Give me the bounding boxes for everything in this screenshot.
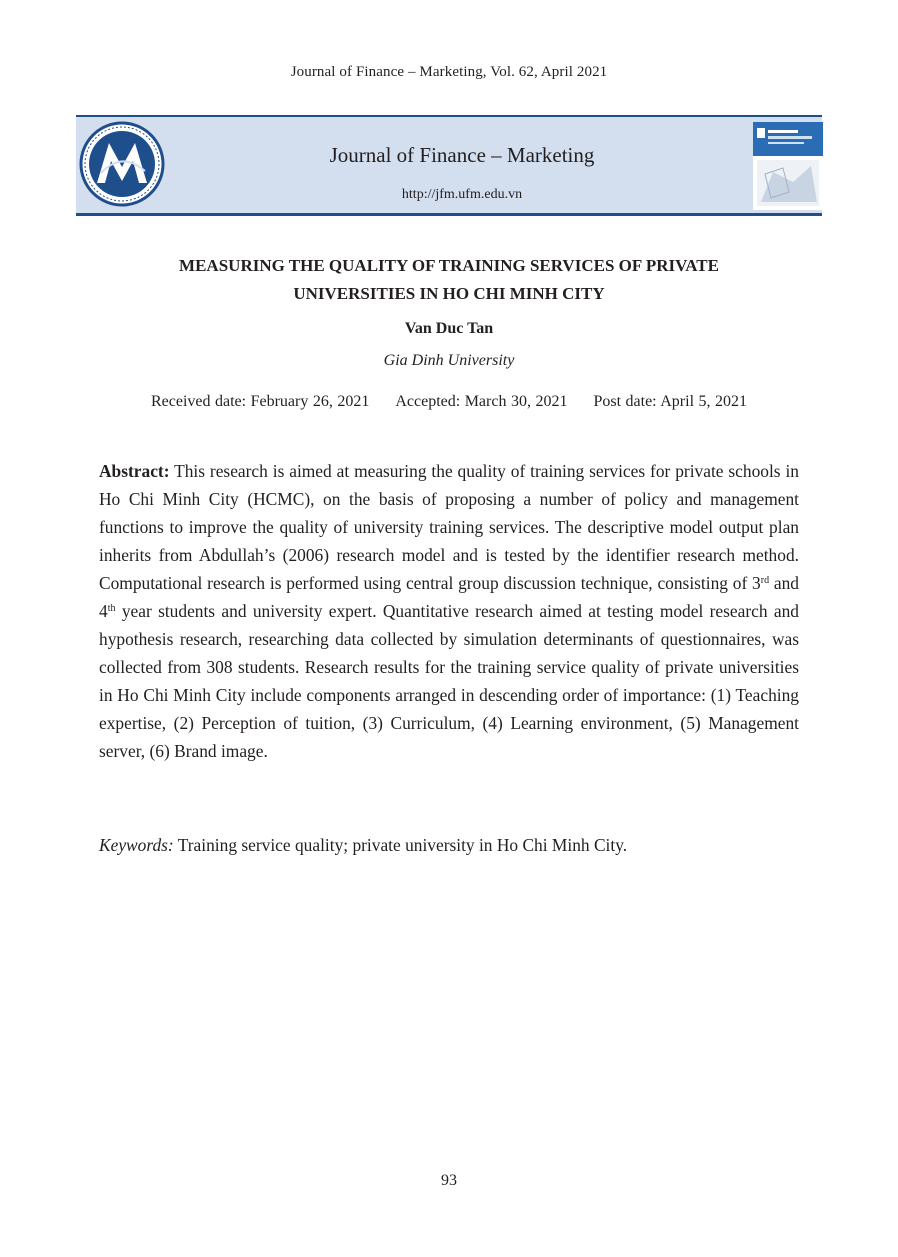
- keywords: [99, 831, 799, 859]
- article-title: [90, 252, 808, 308]
- abstract-text-2: and 4: [99, 573, 799, 621]
- accepted-date: Accepted: March 30, 2021: [395, 393, 568, 410]
- journal-url-link[interactable]: http://jfm.ufm.edu.vn: [401, 187, 523, 202]
- banner-top-rule: [76, 115, 822, 117]
- author-affiliation: Gia Dinh University: [383, 352, 515, 369]
- abstract-sup-1: rd: [760, 575, 770, 586]
- journal-cover-icon: [753, 122, 823, 210]
- abstract-text-3: year students and university expert. Quantitative research aimed at testing model research and hypothesis research, researching data collected by simulation determinants of questionnaires, was collected from 308 students. Research results for the training service quality of private universities in Ho Chi Minh City include components arranged in descending order of importance: (1) Teaching expertise, (2) Perception of tuition, (3) Curriculum, (4) Learning environment, (5) Management server, (6) Brand image.: [99, 601, 799, 761]
- abstract-text-1: This research is aimed at measuring the quality of training services for private schools in Ho Chi Minh City (HCMC), on the basis of proposing a number of policy and management functions to improve the quality of university training services. The descriptive model output plan inherits from Abdullah’s (2006) research model and is tested by the identifier research method. Computational research is performed using central group discussion technique, consisting of 3: [99, 461, 799, 593]
- title-line-2: UNIVERSITIES IN HO CHI MINH CITY: [293, 284, 605, 303]
- abstract-label: Abstract:: [99, 461, 170, 481]
- keywords-label: Keywords:: [99, 835, 174, 855]
- title-line-1: MEASURING THE QUALITY OF TRAINING SERVICES OF PRIVATE: [179, 256, 719, 275]
- article-dates: [100, 393, 798, 411]
- page-number: 93: [441, 1172, 457, 1189]
- running-head: Journal of Finance – Marketing, Vol. 62, April 2021: [290, 64, 608, 80]
- banner-bottom-rule: [76, 213, 822, 216]
- abstract: [99, 457, 799, 765]
- journal-name: Journal of Finance – Marketing: [329, 143, 595, 167]
- author-name: Van Duc Tan: [404, 320, 494, 337]
- keywords-text: Training service quality; private university in Ho Chi Minh City.: [173, 835, 628, 855]
- university-logo-icon: [79, 121, 165, 207]
- abstract-sup-2: th: [107, 603, 116, 614]
- received-date: Received date: February 26, 2021: [150, 393, 370, 410]
- post-date: Post date: April 5, 2021: [593, 393, 748, 410]
